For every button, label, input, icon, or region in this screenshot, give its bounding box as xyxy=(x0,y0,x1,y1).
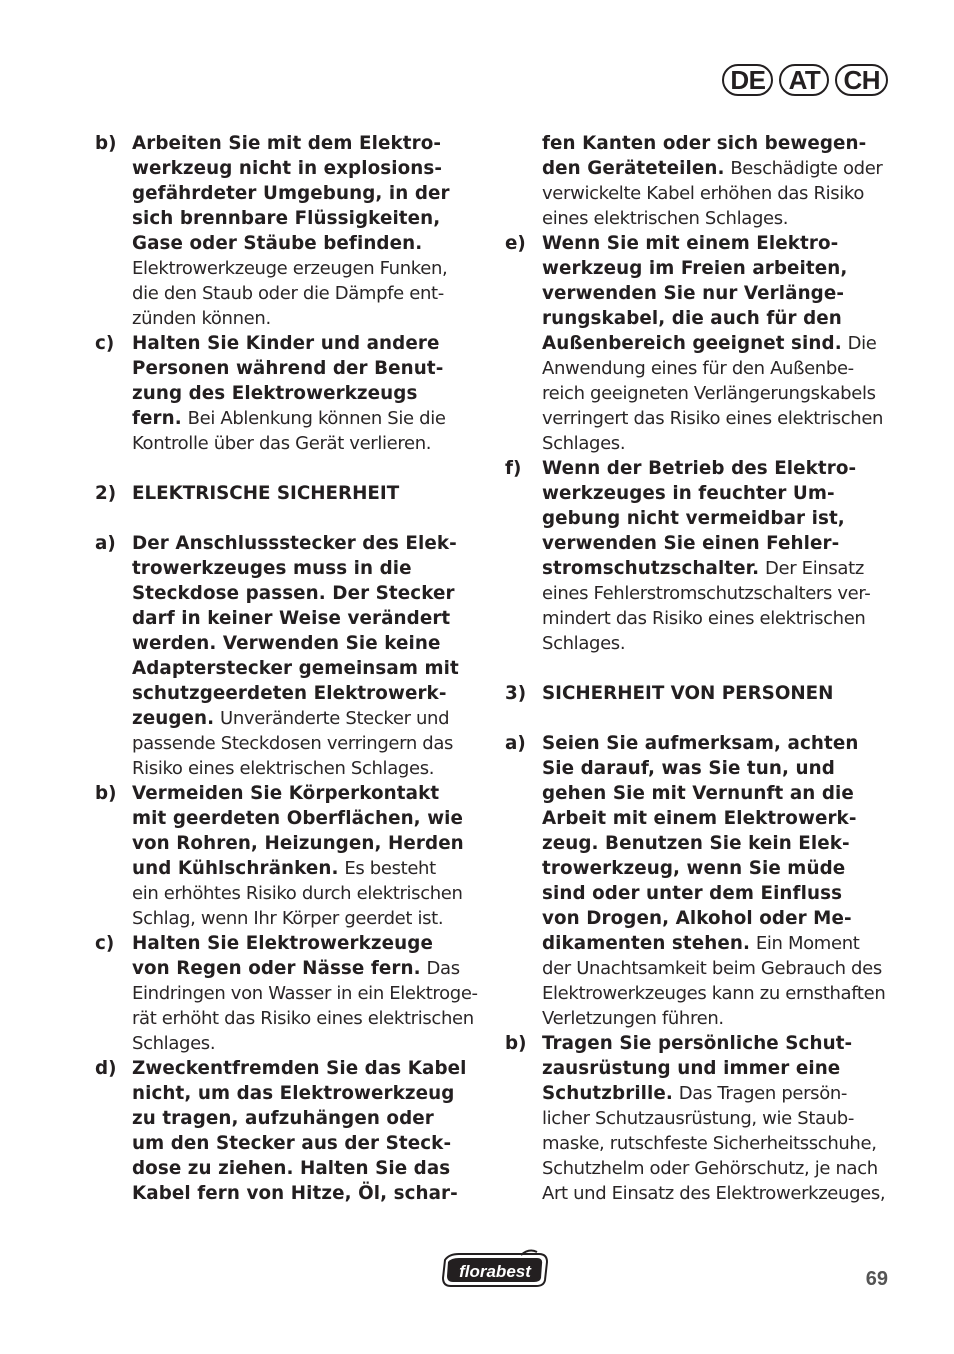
instruction-item xyxy=(505,731,905,1031)
item-body xyxy=(132,781,495,931)
logo-text: florabest xyxy=(459,1262,531,1281)
item-label: e) xyxy=(505,233,526,254)
item-body xyxy=(542,731,905,1031)
florabest-logo xyxy=(439,1248,551,1290)
section-number: 3) xyxy=(505,683,527,704)
item-label: c) xyxy=(95,333,115,354)
instruction-item xyxy=(505,1031,905,1206)
item-label: d) xyxy=(95,1058,117,1079)
instruction-item xyxy=(95,131,495,331)
item-text: Das Tragen persön- licher Schutzausrüstung, wie Staub- maske, rutschfeste Sicherheitsschuhe, Schutzhelm oder Gehörschutz, je nach Art und Einsatz des Elektrowerkzeuges, xyxy=(542,1083,886,1204)
item-body xyxy=(542,1031,905,1206)
item-text: Es besteht ein erhöhtes Risiko durch elektrischen Schlag, wenn Ihr Körper geerdet ist. xyxy=(132,858,463,929)
item-body xyxy=(132,131,495,331)
item-bold-text: Zweckentfremden Sie das Kabel nicht, um das Elektrowerkzeug zu tragen, aufzuhängen oder um den Stecker aus der Steck- dose zu ziehen. Halten Sie das Kabel fern von Hitze, Öl, schar- xyxy=(132,1058,467,1204)
instruction-item xyxy=(95,931,495,1056)
item-bold-text: Wenn der Betrieb des Elektro- werkzeuges in feuchter Um- gebung nicht vermeidbar ist, verwenden Sie einen Fehler- stromschutzschalter. xyxy=(542,458,857,579)
section-title: ELEKTRISCHE SICHERHEIT xyxy=(132,483,400,504)
page-number: 69 xyxy=(865,1268,888,1290)
item-label: a) xyxy=(95,533,116,554)
item-text: Der Einsatz eines Fehlerstromschutzschalters ver- mindert das Risiko eines elektrischen Schlages. xyxy=(542,558,871,654)
item-bold-text: Tragen Sie persönliche Schut- zausrüstung und immer eine Schutzbrille. xyxy=(542,1033,853,1104)
section-heading xyxy=(95,481,495,506)
item-bold-text: fen Kanten oder sich bewegen- den Geräteteilen. xyxy=(542,133,867,179)
item-body xyxy=(132,331,495,456)
instruction-item xyxy=(95,1056,495,1206)
item-text: Die Anwendung eines für den Außenbe- reich geeigneten Verlängerungskabels verringert das Risiko eines elektrischen Schlages. xyxy=(542,333,884,454)
item-bold-text: Wenn Sie mit einem Elektro- werkzeug im Freien arbeiten, verwenden Sie nur Verlänge- rungskabel, die auch für den Außenbereich geeignet sind. xyxy=(542,233,848,354)
instruction-item xyxy=(95,781,495,931)
item-label: b) xyxy=(505,1033,527,1054)
item-bold-text: Halten Sie Elektrowerkzeuge von Regen oder Nässe fern. xyxy=(132,933,433,979)
instruction-item xyxy=(505,456,905,656)
item-label: f) xyxy=(505,458,522,479)
section-title: SICHERHEIT VON PERSONEN xyxy=(542,683,834,704)
item-body xyxy=(132,531,495,781)
item-body xyxy=(132,1056,495,1206)
item-body xyxy=(542,456,905,656)
badge-de: DE xyxy=(722,64,773,96)
item-continuation xyxy=(505,131,905,231)
item-label: b) xyxy=(95,133,117,154)
item-label: a) xyxy=(505,733,526,754)
badge-at: AT xyxy=(779,64,829,96)
instruction-item xyxy=(505,231,905,456)
item-label: c) xyxy=(95,933,115,954)
item-bold-text: Seien Sie aufmerksam, achten Sie darauf, was Sie tun, und gehen Sie mit Vernunft an die Arbeit mit einem Elektrowerk- zeug. Benutzen Sie kein Elek- trowerkzeug, wenn Sie müde sind oder unter dem Einfluss von Drogen, Alkohol oder Me- dikamenten stehen. xyxy=(542,733,859,954)
item-bold-text: Vermeiden Sie Körperkontakt mit geerdeten Oberflächen, wie von Rohren, Heizungen, Herden und Kühlschränken. xyxy=(132,783,464,879)
item-text: Das Eindringen von Wasser in ein Elektroge- rät erhöht das Risiko eines elektrischen Schlages. xyxy=(132,958,478,1054)
item-text: Ein Moment der Unachtsamkeit beim Gebrauch des Elektrowerkzeuges kann zu ernsthaften Verletzungen führen. xyxy=(542,933,886,1029)
item-text: Elektrowerkzeuge erzeugen Funken, die den Staub oder die Dämpfe ent- zünden können. xyxy=(132,258,448,329)
item-bold-text: Halten Sie Kinder und andere Personen während der Benut- zung des Elektrowerkzeugs fern. xyxy=(132,333,444,429)
badge-ch: CH xyxy=(835,64,888,96)
left-column xyxy=(95,131,495,1206)
instruction-item xyxy=(95,531,495,781)
instruction-item xyxy=(95,331,495,456)
item-text: Bei Ablenkung können Sie die Kontrolle über das Gerät verlieren. xyxy=(132,408,446,454)
item-label: b) xyxy=(95,783,117,804)
item-text: Unveränderte Stecker und passende Steckdosen verringern das Risiko eines elektrischen Schlages. xyxy=(132,708,454,779)
item-body xyxy=(542,231,905,456)
right-column xyxy=(505,131,905,1206)
item-text: Beschädigte oder verwickelte Kabel erhöhen das Risiko eines elektrischen Schlages. xyxy=(542,158,883,229)
country-badges xyxy=(722,64,888,96)
section-number: 2) xyxy=(95,483,117,504)
item-bold-text: Arbeiten Sie mit dem Elektro- werkzeug nicht in explosions- gefährdeter Umgebung, in der sich brennbare Flüssigkeiten, Gase oder Stäube befinden. xyxy=(132,133,450,254)
item-body xyxy=(132,931,495,1056)
section-heading xyxy=(505,681,905,706)
item-bold-text: Der Anschlussstecker des Elek- trowerkzeuges muss in die Steckdose passen. Der Stecker darf in keiner Weise verändert werden. Verwenden Sie keine Adapterstecker gemeinsam mit schutzgeerdeten Elektrowerk- zeugen. xyxy=(132,533,459,729)
